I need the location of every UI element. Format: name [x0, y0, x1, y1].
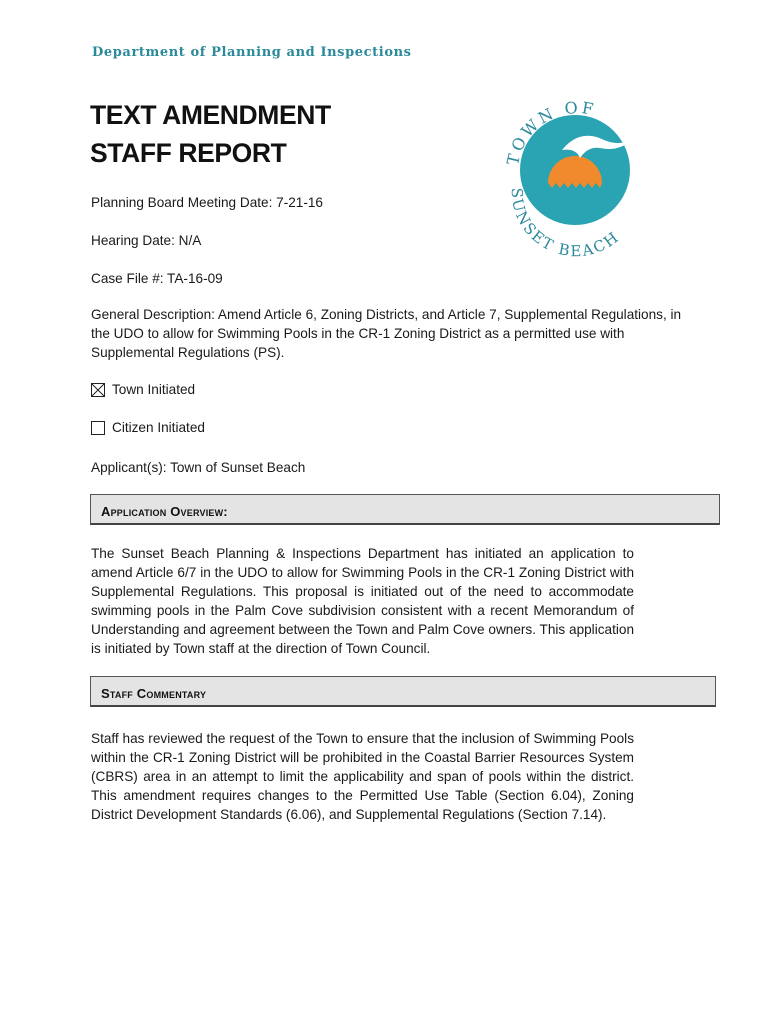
- title-line-1: TEXT AMENDMENT: [90, 100, 331, 130]
- seal-top-text: TOWN OF: [503, 97, 598, 167]
- section-heading-overview: Application Overview:: [90, 494, 720, 525]
- empty-box-icon[interactable]: [91, 421, 105, 435]
- checkbox-label: Citizen Initiated: [112, 420, 205, 435]
- overview-paragraph: The Sunset Beach Planning & Inspections Department has initiated an application to amend Article 6/7 in the UDO to allow for Swimming Pools in the CR-1 Zoning District with Supplemental Regulations. This proposal is initiated out of the need to accommodate swimming pools in the Palm Cove subdivision consistent with a recent Memorandum of Understanding and agreement between the Town and Palm Cove owners. This application is initiated by Town staff at the direction of Town Council.: [91, 546, 634, 656]
- applicants: Applicant(s): Town of Sunset Beach: [91, 460, 306, 475]
- section-heading-commentary: Staff Commentary: [90, 676, 716, 707]
- report-title: [90, 96, 450, 172]
- checkbox-label: Town Initiated: [112, 382, 196, 397]
- general-description: General Description: Amend Article 6, Zoning Districts, and Article 7, Supplemental Regulations, in the UDO to allow for Swimming Pools in the CR-1 Zoning District as a permitted use with Supplemental Regulations (PS).: [91, 307, 682, 360]
- commentary-paragraph: Staff has reviewed the request of the Town to ensure that the inclusion of Swimming Pools within the CR-1 Zoning District will be prohibited in the Coastal Barrier Resources System (CBRS) area in an attempt to limit the applicability and span of pools within the district. This amendment requires changes to the Permitted Use Table (Section 6.04), Zoning District Development Standards (6.06), and Supplemental Regulations (Section 7.14).: [91, 731, 634, 822]
- department-header: Department of Planning and Inspections: [92, 45, 412, 60]
- hearing-date: Hearing Date: N/A: [91, 233, 202, 248]
- checked-box-icon[interactable]: [91, 383, 105, 397]
- case-file: Case File #: TA-16-09: [91, 271, 223, 286]
- seal-bottom-text: SUNSET BEACH: [507, 187, 624, 258]
- checkbox-citizen-initiated[interactable]: [91, 420, 205, 435]
- meeting-date: Planning Board Meeting Date: 7-21-16: [91, 195, 323, 210]
- checkbox-town-initiated[interactable]: [91, 382, 195, 397]
- town-seal-logo: [500, 88, 650, 258]
- title-line-2: STAFF REPORT: [90, 138, 287, 168]
